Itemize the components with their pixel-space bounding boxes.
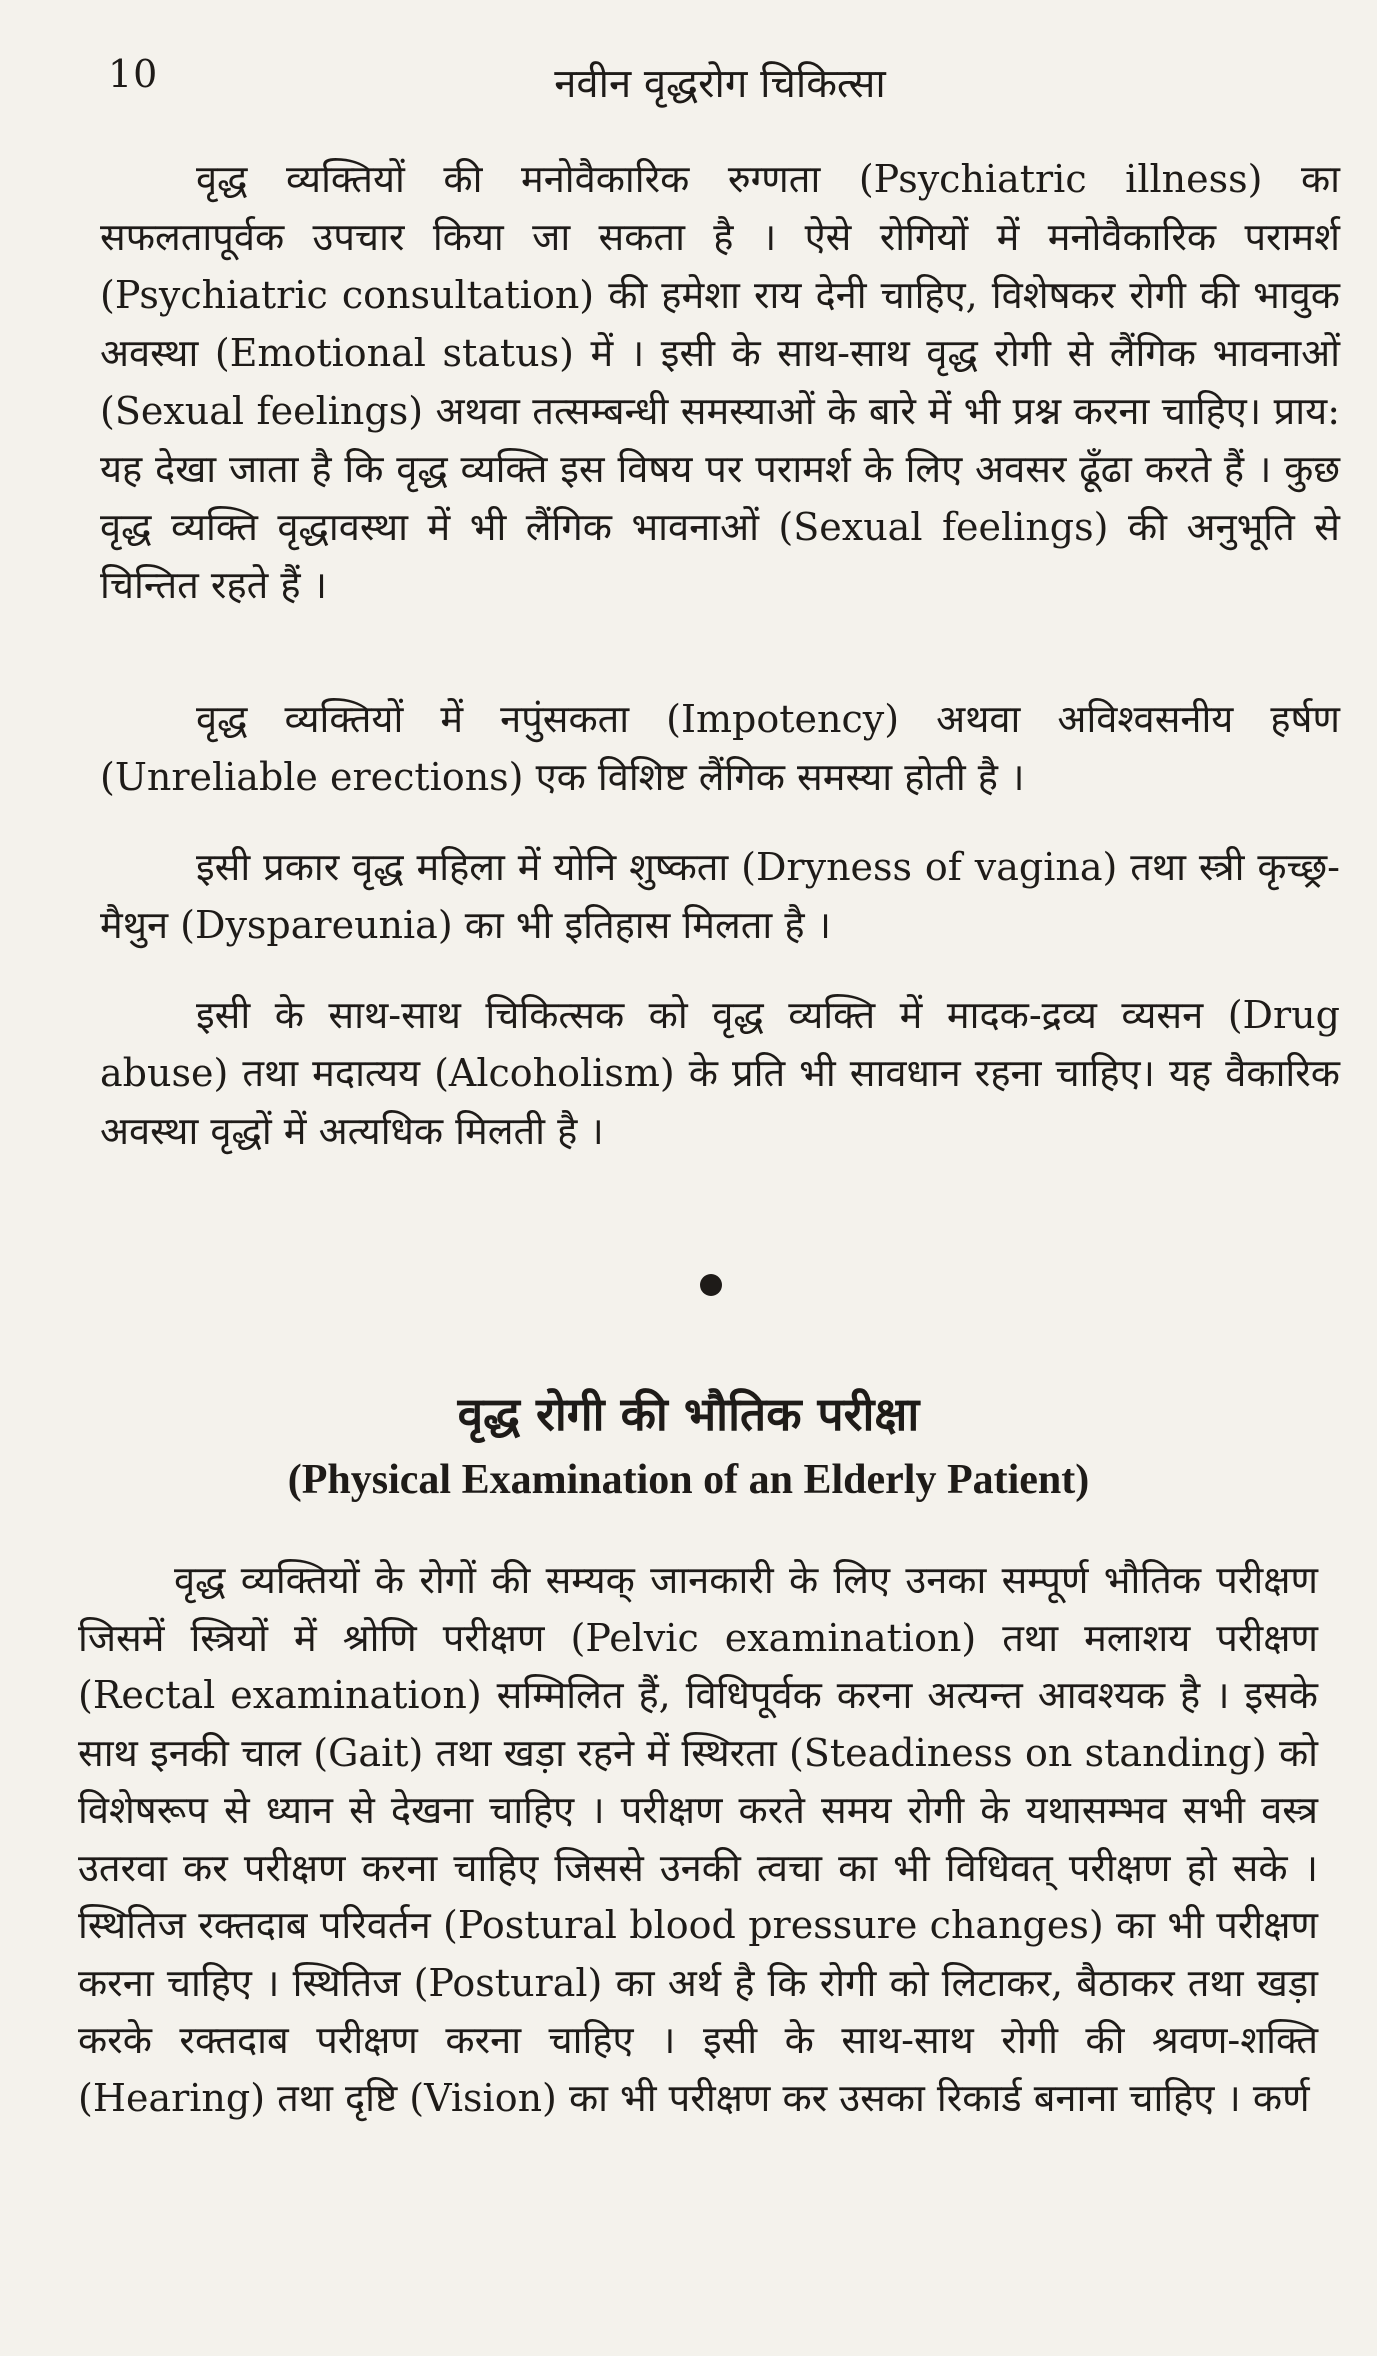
section-separator-dot [700,1274,722,1296]
paragraph-physical-examination [78,1552,1318,2127]
paragraph-psychiatric [100,150,1340,614]
page-number: 10 [108,52,159,96]
paragraph-text: इसी के साथ-साथ चिकित्सक को वृद्ध व्यक्ति में मादक-द्रव्य व्यसन (Drug abuse) तथा मदात्यय (Alcoholism) के प्रति भी सावधान रहना चाहिए। यह वैकारिक अवस्था वृद्धों में अत्यधिक मिलती है । [100,993,1340,1153]
page-header [100,48,1340,108]
paragraph-impotency [100,690,1340,806]
paragraph-text: वृद्ध व्यक्तियों में नपुंसकता (Impotency) अथवा अविश्वसनीय हर्षण (Unreliable erections) एक विशिष्ट लैंगिक समस्या होती है । [100,697,1340,799]
running-title: नवीन वृद्धरोग चिकित्सा [554,61,886,107]
paragraph-text: वृद्ध व्यक्तियों के रोगों की सम्यक् जानकारी के लिए उनका सम्पूर्ण भौतिक परीक्षण जिसमें स्त्रियों में श्रोणि परीक्षण (Pelvic examination) तथा मलाशय परीक्षण (Rectal examination) सम्मिलित हैं, विधिपूर्वक करना अत्यन्त आवश्यक है । इसके साथ इनकी चाल (Gait) तथा खड़ा रहने में स्थिरता (Steadiness on standing) को विशेषरूप से ध्यान से देखना चाहिए । परीक्षण करते समय रोगी के यथासम्भव सभी वस्त्र उतरवा कर परीक्षण करना चाहिए जिससे उनकी त्वचा का भी विधिवत् परीक्षण हो सके । स्थितिज रक्तदाब परिवर्तन (Postural blood pressure changes) का भी परीक्षण करना चाहिए । स्थितिज (Postural) का अर्थ है कि रोगी को लिटाकर, बैठाकर तथा खड़ा करके रक्तदाब परीक्षण करना चाहिए । इसी के साथ-साथ रोगी की श्रवण-शक्ति (Hearing) तथा दृष्टि (Vision) का भी परीक्षण कर उसका रिकार्ड बनाना चाहिए । कर्ण [78,1558,1318,2120]
section-heading-english: (Physical Examination of an Elderly Patient) [287,1457,1090,1503]
paragraph-text: इसी प्रकार वृद्ध महिला में योनि शुष्कता (Dryness of vagina) तथा स्त्री कृच्छ्र-मैथुन (Dyspareunia) का भी इतिहास मिलता है । [100,845,1340,947]
paragraph-text: वृद्ध व्यक्तियों की मनोवैकारिक रुग्णता (Psychiatric illness) का सफलतापूर्वक उपचार किया जा सकता है । ऐसे रोगियों में मनोवैकारिक परामर्श (Psychiatric consultation) की हमेशा राय देनी चाहिए, विशेषकर रोगी की भावुक अवस्था (Emotional status) में । इसी के साथ-साथ वृद्ध रोगी से लैंगिक भावनाओं (Sexual feelings) अथवा तत्सम्बन्धी समस्याओं के बारे में भी प्रश्न करना चाहिए। प्राय: यह देखा जाता है कि वृद्ध व्यक्ति इस विषय पर परामर्श के लिए अवसर ढूँढा करते हैं । कुछ वृद्ध व्यक्ति वृद्धावस्था में भी लैंगिक भावनाओं (Sexual feelings) की अनुभूति से चिन्तित रहते हैं । [100,157,1340,607]
section-heading-hindi: वृद्ध रोगी की भौतिक परीक्षा [457,1387,920,1441]
paragraph-drug-abuse [100,986,1340,1160]
paragraph-dyspareunia [100,838,1340,954]
